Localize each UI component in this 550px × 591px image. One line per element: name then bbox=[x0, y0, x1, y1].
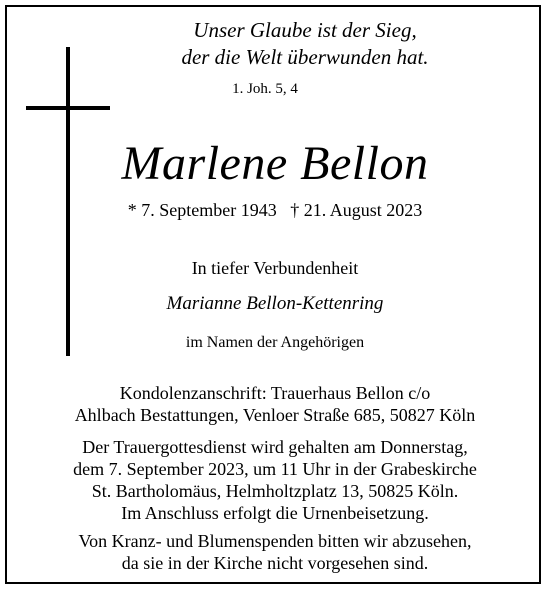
death-date: † 21. August 2023 bbox=[290, 200, 423, 220]
motto-line-2: der die Welt überwunden hat. bbox=[181, 45, 429, 69]
bible-reference: 1. Joh. 5, 4 bbox=[232, 81, 298, 97]
cross-icon-bar bbox=[26, 106, 110, 110]
motto-line-1: Unser Glaube ist der Sieg, bbox=[193, 18, 417, 42]
condolence-line-1: Kondolenzanschrift: Trauerhaus Bellon c/o bbox=[119, 383, 431, 403]
service-line-2: dem 7. September 2023, um 11 Uhr in der Grabeskirche bbox=[73, 459, 477, 479]
service-line-4: Im Anschluss erfolgt die Urnenbeisetzung. bbox=[121, 503, 429, 523]
service-line-1: Der Trauergottesdienst wird gehalten am Donnerstag, bbox=[82, 437, 468, 457]
birth-date: * 7. September 1943 bbox=[127, 200, 277, 220]
mourners-intro: In tiefer Verbundenheit bbox=[191, 258, 359, 278]
flowers-line-2: da sie in der Kirche nicht vorgesehen sind. bbox=[121, 553, 429, 573]
mourners-note: im Namen der Angehörigen bbox=[185, 334, 365, 351]
life-dates bbox=[0, 199, 550, 221]
flowers-line-1: Von Kranz- und Blumenspenden bitten wir abzusehen, bbox=[78, 531, 472, 551]
condolence-line-2: Ahlbach Bestattungen, Venloer Straße 685, 50827 Köln bbox=[74, 405, 476, 425]
deceased-name: Marlene Bellon bbox=[121, 137, 429, 190]
service-line-3: St. Bartholomäus, Helmholtzplatz 13, 50825 Köln. bbox=[91, 481, 459, 501]
mourners-name: Marianne Bellon-Kettenring bbox=[166, 293, 384, 314]
